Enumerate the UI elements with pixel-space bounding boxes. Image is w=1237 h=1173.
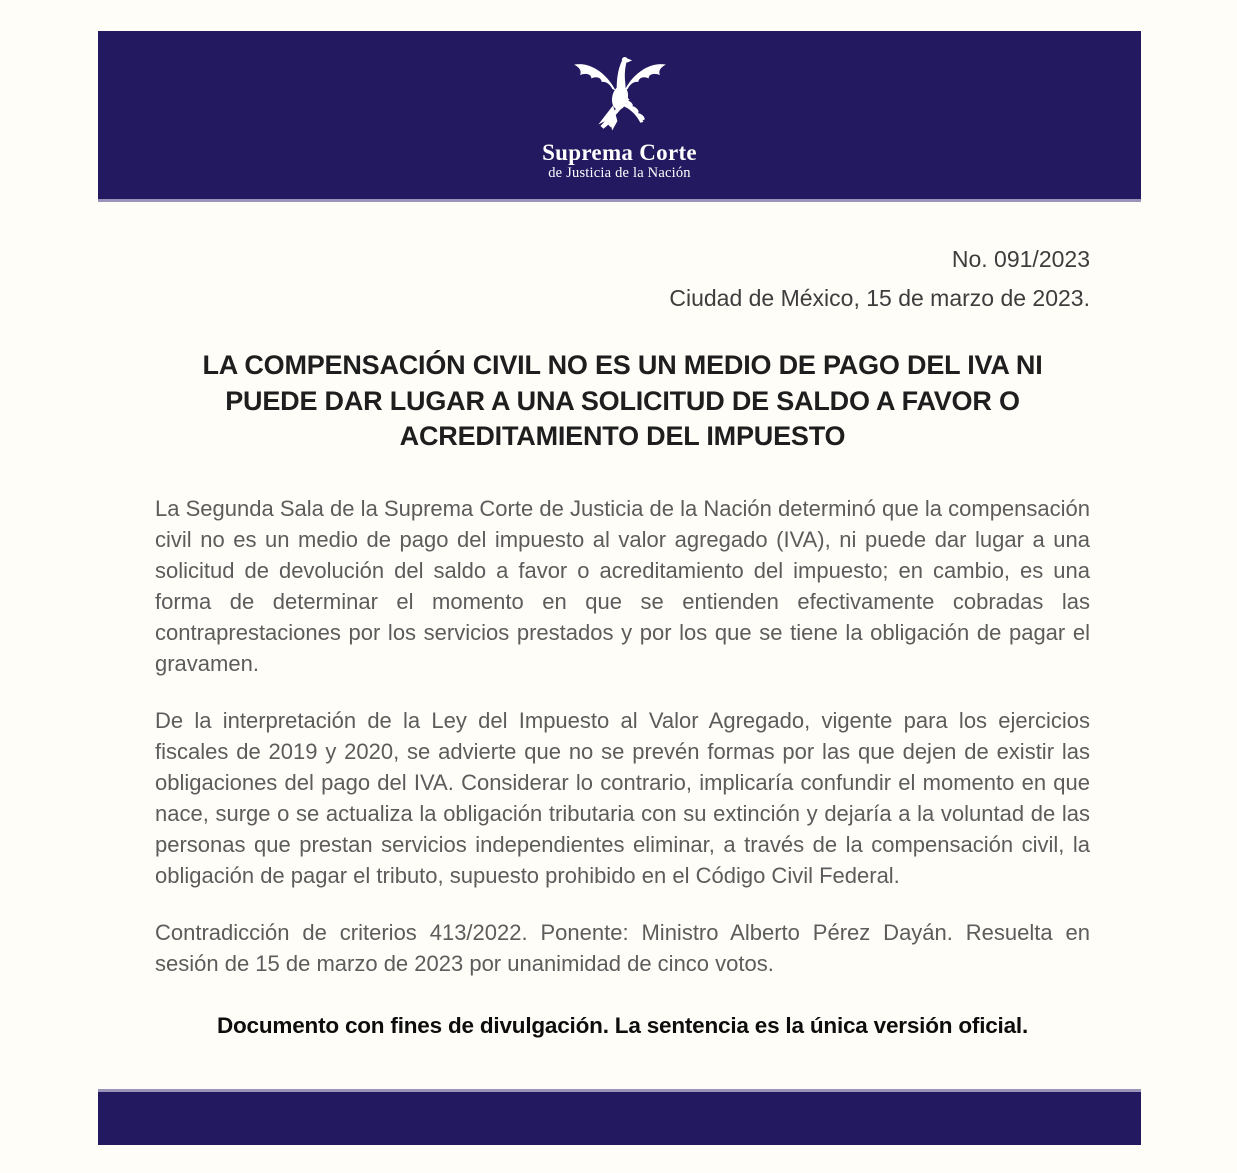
paragraph-ruling-summary: La Segunda Sala de la Suprema Corte de Justicia de la Nación determinó que la compensación civil no es un medio de pago del impuesto al valor agregado (IVA), ni puede dar lugar a una solicitud de devolución del saldo a favor o acreditamiento del impuesto; en cambio, es una forma de determinar el momento en que se entienden efectivamente cobradas las contraprestaciones por los servicios prestados y por los que se tiene la obligación de pagar el gravamen. (155, 495, 1090, 676)
logo-title: Suprema Corte (542, 140, 697, 165)
header-band (98, 31, 1141, 202)
document-paragraphs (155, 493, 1090, 979)
document-footnote: Documento con fines de divulgación. La sentencia es la única versión oficial. (216, 1012, 1029, 1038)
document-dateline: Ciudad de México, 15 de marzo de 2023. (669, 285, 1090, 311)
document-number: No. 091/2023 (951, 246, 1090, 272)
document-body (155, 202, 1090, 1039)
paragraph-legal-interpretation: De la interpretación de la Ley del Impuesto al Valor Agregado, vigente para los ejercicios fiscales de 2019 y 2020, se advierte que no se prevén formas por las que dejen de existir las obligaciones del pago del IVA. Considerar lo contrario, implicaría confundir el momento en que nace, surge o se actualiza la obligación tributaria con su extinción y dejaría a la voluntad de las personas que prestan servicios independientes eliminar, a través de la compensación civil, la obligación de pagar el tributo, supuesto prohibido en el Código Civil Federal. (155, 707, 1090, 888)
logo-subtitle: de Justicia de la Nación (548, 165, 691, 182)
footer-band (98, 1089, 1141, 1145)
document-title: LA COMPENSACIÓN CIVIL NO ES UN MEDIO DE PAGO DEL IVA NI PUEDE DAR LUGAR A UNA SOLICITUD DE SALDO A FAVOR O ACREDITAMIENTO DEL IMPUESTO (202, 350, 1043, 452)
scjn-eagle-icon (568, 51, 672, 139)
document-meta (155, 248, 1090, 310)
paragraph-case-reference: Contradicción de criterios 413/2022. Ponente: Ministro Alberto Pérez Dayán. Resuelta en sesión de 15 de marzo de 2023 por unanimidad de cinco votos. (155, 919, 1090, 976)
